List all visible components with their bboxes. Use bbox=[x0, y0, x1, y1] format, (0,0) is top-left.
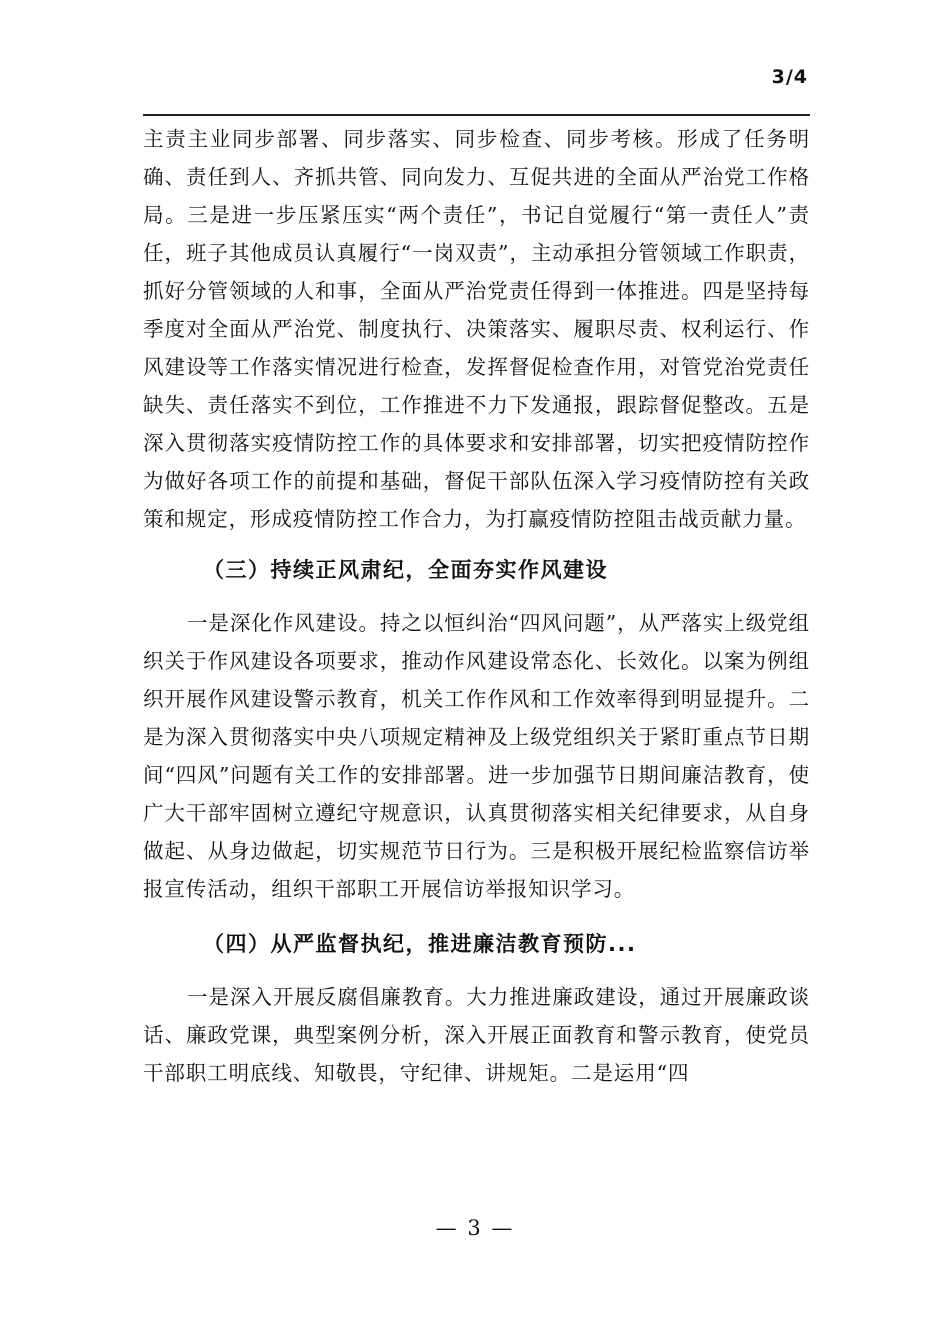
document-body bbox=[143, 120, 810, 1092]
page-counter: 3/4 bbox=[771, 66, 808, 88]
header-rule bbox=[143, 114, 810, 116]
paragraph-1: 主责主业同步部署、同步落实、同步检查、同步考核。形成了任务明确、责任到人、齐抓共管、同向发力、互促共进的全面从严治党工作格局。三是进一步压紧压实“两个责任”，书记自觉履行“第一责任人”责任，班子其他成员认真履行“一岗双责”，主动承担分管领域工作职责，抓好分管领域的人和事，全面从严治党责任得到一体推进。四是坚持每季度对全面从严治党、制度执行、决策落实、履职尽责、权利运行、作风建设等工作落实情况进行检查，发挥督促检查作用，对管党治党责任缺失、责任落实不到位，工作推进不力下发通报，跟踪督促整改。五是深入贯彻落实疫情防控工作的具体要求和安排部署，切实把疫情防控作为做好各项工作的前提和基础，督促干部队伍深入学习疫情防控有关政策和规定，形成疫情防控工作合力，为打赢疫情防控阻击战贡献力量。 bbox=[143, 127, 810, 531]
section-heading-4: （四）从严监督执纪，推进廉洁教育预防... bbox=[203, 932, 637, 956]
section-heading-3: （三）持续正风肃纪，全面夯实作风建设 bbox=[203, 558, 608, 582]
paragraph-3: 一是深入开展反腐倡廉教育。大力推进廉政建设，通过开展廉政谈话、廉政党课，典型案例分析，深入开展正面教育和警示教育，使党员干部职工明底线、知敬畏，守纪律、讲规矩。二是运用“四 bbox=[143, 985, 810, 1085]
footer-page-number: — 3 — bbox=[435, 1216, 515, 1240]
paragraph-2: 一是深化作风建设。持之以恒纠治“四风问题”，从严落实上级党组织关于作风建设各项要求，推动作风建设常态化、长效化。以案为例组织开展作风建设警示教育，机关工作作风和工作效率得到明显提升。二是为深入贯彻落实中央八项规定精神及上级党组织关于紧盯重点节日期间“四风”问题有关工作的安排部署。进一步加强节日期间廉洁教育，使广大干部牢固树立遵纪守规意识，认真贯彻落实相关纪律要求，从自身做起、从身边做起，切实规范节日行为。三是积极开展纪检监察信访举报宣传活动，组织干部职工开展信访举报知识学习。 bbox=[143, 611, 810, 901]
